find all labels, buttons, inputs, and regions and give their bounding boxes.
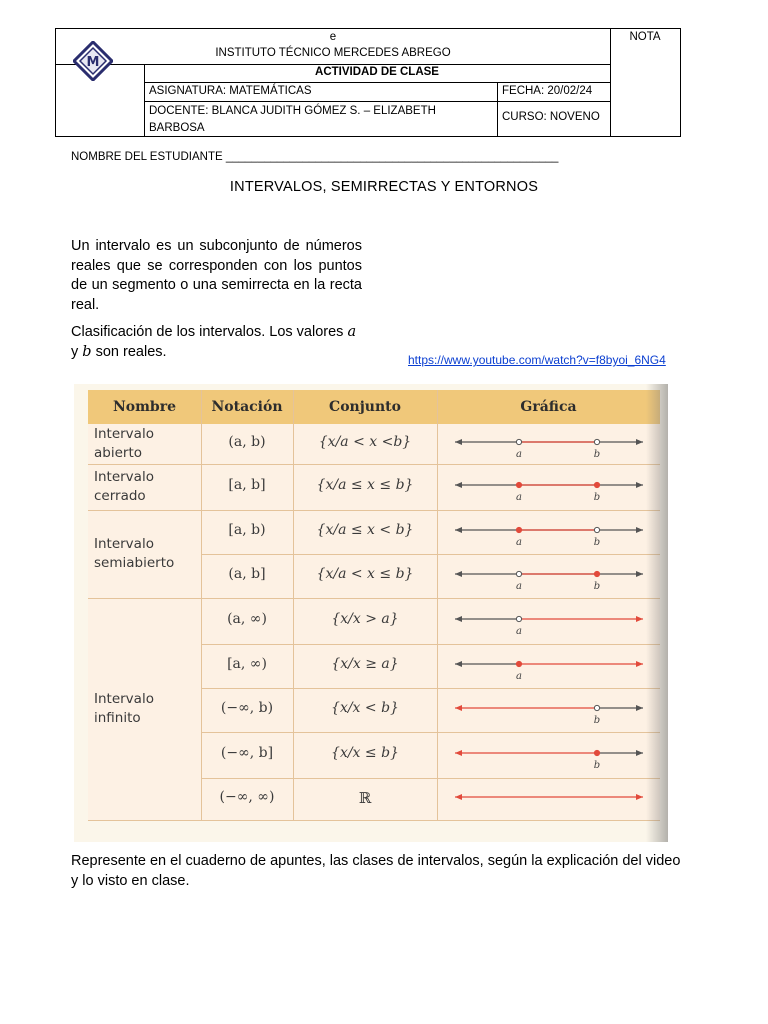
point-label: b xyxy=(593,537,601,548)
arrow-right xyxy=(636,571,643,577)
video-link[interactable]: https://www.youtube.com/watch?v=f8byoi_6NG4 xyxy=(408,353,666,367)
notation-cell: (−∞, ∞) xyxy=(219,789,275,805)
notation-cell: (−∞, b) xyxy=(220,700,274,716)
arrow-left xyxy=(455,794,462,800)
open-point xyxy=(594,705,599,710)
closed-point xyxy=(594,750,599,755)
point-label: b xyxy=(593,715,601,726)
point-label: b xyxy=(593,492,601,503)
institute-name: INSTITUTO TÉCNICO MERCEDES ABREGO xyxy=(215,47,451,59)
number-line-graph xyxy=(449,654,649,684)
number-line-graph xyxy=(449,698,649,728)
set-cell: {x/x ≥ a} xyxy=(331,656,399,672)
point-label: a xyxy=(516,537,522,548)
group-name: Intervalo cerrado xyxy=(94,469,154,504)
set-cell: {x/a < x ≤ b} xyxy=(316,566,414,582)
arrow-left xyxy=(455,482,462,488)
student-name-line: NOMBRE DEL ESTUDIANTE ____________________________________________________ xyxy=(71,151,559,163)
arrow-left xyxy=(455,705,462,711)
activity-title: ACTIVIDAD DE CLASE xyxy=(315,66,439,78)
svg-text:M: M xyxy=(86,55,100,70)
number-line-graph xyxy=(449,743,649,773)
set-cell: {x/a ≤ x ≤ b} xyxy=(316,477,414,493)
course-field: CURSO: NOVENO xyxy=(502,111,600,123)
arrow-right xyxy=(636,482,643,488)
arrow-left xyxy=(455,661,462,667)
header-nombre: Nombre xyxy=(112,399,177,415)
set-cell: {x/x > a} xyxy=(331,611,399,627)
closed-point xyxy=(594,571,599,576)
set-cell: {x/a < x <b} xyxy=(318,434,412,450)
notation-cell: [a, ∞) xyxy=(227,656,267,672)
number-line-graph xyxy=(449,520,649,550)
set-cell: {x/x < b} xyxy=(331,700,399,716)
point-label: b xyxy=(593,760,601,771)
open-point xyxy=(594,439,599,444)
closed-point xyxy=(516,482,521,487)
set-cell: ℝ xyxy=(358,789,372,807)
notation-cell: (a, b) xyxy=(228,434,266,450)
arrow-left xyxy=(455,527,462,533)
set-cell: {x/x ≤ b} xyxy=(331,745,399,761)
header-conjunto: Conjunto xyxy=(329,399,401,415)
point-label: b xyxy=(593,449,601,460)
notation-cell: (a, ∞) xyxy=(227,611,267,627)
table-header-row xyxy=(88,390,660,425)
number-line-graph xyxy=(449,564,649,594)
point-label: a xyxy=(516,671,522,682)
closed-point xyxy=(516,527,521,532)
open-point xyxy=(516,571,521,576)
header-notacion: Notación xyxy=(211,399,283,415)
arrow-right xyxy=(636,794,643,800)
open-point xyxy=(516,439,521,444)
group-name: Intervalo infinito xyxy=(94,691,154,726)
group-name: Intervalo semiabierto xyxy=(94,536,175,571)
arrow-left xyxy=(455,439,462,445)
subject-field: ASIGNATURA: MATEMÁTICAS xyxy=(149,85,312,97)
arrow-right xyxy=(636,750,643,756)
point-label: a xyxy=(516,449,522,460)
school-logo xyxy=(73,41,113,81)
notation-cell: (−∞, b] xyxy=(220,745,274,761)
open-point xyxy=(594,527,599,532)
notation-cell: (a, b] xyxy=(228,566,266,582)
point-label: a xyxy=(516,626,522,637)
footer-instruction: Represente en el cuaderno de apuntes, las clases de intervalos, según la explicación del video y lo visto en clase. xyxy=(71,853,681,889)
notation-cell: [a, b] xyxy=(228,477,266,493)
arrow-right xyxy=(636,527,643,533)
arrow-right xyxy=(636,616,643,622)
date-field: FECHA: 20/02/24 xyxy=(502,85,593,97)
notation-cell: [a, b) xyxy=(228,522,266,538)
point-label: a xyxy=(516,492,522,503)
arrow-right xyxy=(636,439,643,445)
arrow-left xyxy=(455,571,462,577)
header-grafica: Gráfica xyxy=(520,399,577,415)
intro-paragraph: Un intervalo es un subconjunto de números reales que se corresponden con los puntos de un segmento o una semirrecta en la recta real. xyxy=(71,238,362,313)
group-name: Intervalo abierto xyxy=(94,426,154,461)
teacher-field: DOCENTE: BLANCA JUDITH GÓMEZ S. – ELIZABETH BARBOSA xyxy=(149,105,436,134)
page-title: INTERVALOS, SEMIRRECTAS Y ENTORNOS xyxy=(229,179,539,195)
classification-paragraph: Clasificación de los intervalos. Los valores a y b son reales. xyxy=(71,324,357,360)
closed-point xyxy=(516,661,521,666)
point-label: b xyxy=(593,581,601,592)
number-line-graph xyxy=(449,609,649,639)
open-point xyxy=(516,616,521,621)
set-cell: {x/a ≤ x < b} xyxy=(316,522,414,538)
intervals-table-photo xyxy=(74,384,668,842)
arrow-left xyxy=(455,616,462,622)
arrow-left xyxy=(455,750,462,756)
header-table xyxy=(55,28,681,137)
number-line-graph xyxy=(449,475,649,505)
point-label: a xyxy=(516,581,522,592)
nota-label: NOTA xyxy=(629,31,661,43)
closed-point xyxy=(594,482,599,487)
header-top-line: e xyxy=(329,31,337,43)
arrow-right xyxy=(636,661,643,667)
number-line-graph xyxy=(449,787,649,817)
arrow-right xyxy=(636,705,643,711)
number-line-graph xyxy=(449,432,649,462)
